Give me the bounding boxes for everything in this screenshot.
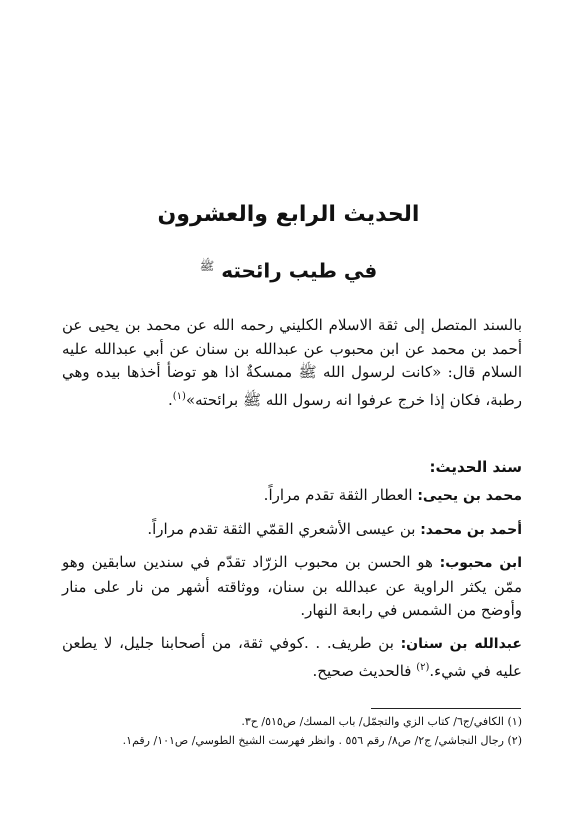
footnote-divider (371, 708, 521, 709)
narrator-name: عبدالله بن سنان: (400, 635, 522, 652)
narrator-name: محمد بن يحيى: (417, 488, 522, 504)
hadith-end: . (167, 390, 173, 409)
footnotes (56, 712, 522, 750)
sanad-entries (62, 484, 522, 693)
narrator-description: بن طريف. . .كوفي ثقة، من أصحابنا جليل، لا يطعن عليه في شيء. (62, 633, 522, 680)
subtitle-text: في طيب رائحته (221, 258, 378, 283)
footnote-ref-1: (١) (172, 390, 186, 402)
page-subtitle (0, 252, 577, 285)
sanad-entry (62, 518, 522, 543)
footnote-item: (١) الكافي/ج٦/ كتاب الزي والتجمّل/ باب المسك/ ص٥١٥/ ح٣. (241, 715, 522, 728)
sanad-entry (62, 632, 522, 684)
hadith-verdict: فالحديث صحيح. (312, 662, 412, 680)
honorific-symbol: ﷺ (199, 259, 215, 273)
sanad-entry (62, 484, 522, 509)
sanad-heading: سند الحديث: (429, 458, 522, 476)
narrator-description: العطار الثقة تقدم مراراً. (263, 486, 413, 504)
narrator-name: ابن محبوب: (439, 555, 522, 571)
footnote-ref-2: (٢) (416, 662, 430, 673)
page-title: الحديث الرابع والعشرون (157, 202, 420, 227)
footnote-item: (٢) رجال النجاشي/ ج٢/ ص٨/ رقم ٥٥٦ . وانظر فهرست الشيخ الطوسي/ ص١٠١/ رقم١. (122, 734, 522, 747)
hadith-body: بالسند المتصل إلى ثقة الاسلام الكليني رحمه الله عن محمد بن يحيى عن أحمد بن محمد عن ابن محبوب عن عبدالله بن سنان عن أبي عبدالله عليه السلام قال: «كانت لرسول الله ﷺ ممسكةٌ اذا هو توضأ أخذها بيده وهي رطبة، فكان إذا خرج عرفوا انه رسول الله ﷺ برائحته» (62, 316, 522, 409)
sanad-entry (62, 551, 522, 623)
hadith-text (62, 314, 522, 412)
narrator-description: هو الحسن بن محبوب الزرّاد تقدّم في سندين سابقين وهو ممّن يكثر الراوية عن عبدالله بن سنان، ووثاقته أشهر من نار على منار وأوضح من الشمس في رابعة النهار. (62, 553, 522, 619)
narrator-description: بن عيسى الأشعري القمّي الثقة تقدم مراراً. (147, 519, 416, 538)
narrator-name: أحمد بن محمد: (420, 521, 522, 538)
